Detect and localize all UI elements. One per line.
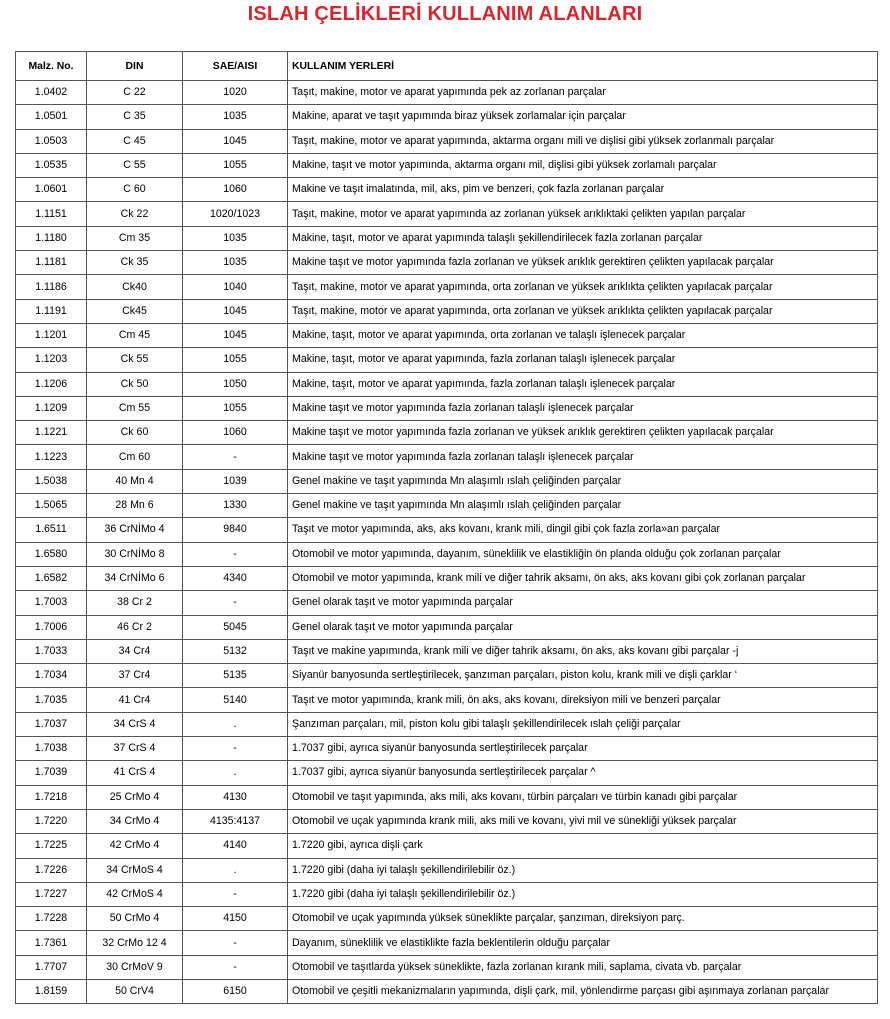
cell-din: 30 CrNİMo 8 bbox=[87, 542, 183, 566]
table-row bbox=[16, 907, 878, 931]
cell-material-no: 1.7707 bbox=[16, 955, 87, 979]
cell-sae-aisi: - bbox=[183, 542, 288, 566]
cell-material-no: 1.7220 bbox=[16, 809, 87, 833]
table-row bbox=[16, 396, 878, 420]
cell-usage-areas: Dayanım, süneklilik ve elastiklikte fazla beklentilerin olduğu parçalar bbox=[288, 931, 878, 955]
cell-material-no: 1.7225 bbox=[16, 834, 87, 858]
cell-usage-areas: Otomobil ve taşıtlarda yüksek süneklikte, fazla zorlanan kırank mili, saplama, civata vb. parçalar bbox=[288, 955, 878, 979]
cell-sae-aisi: 1035 bbox=[183, 251, 288, 275]
cell-sae-aisi: 1020/1023 bbox=[183, 202, 288, 226]
cell-material-no: 1.7038 bbox=[16, 737, 87, 761]
cell-usage-areas: 1.7220 gibi, ayrıca dişli çark bbox=[288, 834, 878, 858]
table-row bbox=[16, 153, 878, 177]
cell-usage-areas: Makine ve taşıt imalatında, mil, aks, pim ve benzeri, çok fazla zorlanan parçalar bbox=[288, 178, 878, 202]
table-row bbox=[16, 615, 878, 639]
page-title: ISLAH ÇELİKLERİ KULLANIM ALANLARI bbox=[247, 3, 643, 25]
cell-usage-areas: Taşıt, makine, motor ve aparat yapımında, orta zorlanan ve yüksek arıklıkta çelikten yapılacak parçalar bbox=[288, 299, 878, 323]
cell-din: 34 CrMo 4 bbox=[87, 809, 183, 833]
cell-sae-aisi: 1040 bbox=[183, 275, 288, 299]
cell-usage-areas: Makine taşıt ve motor yapımında fazla zorlanan talaşlı işlenecek parçalar bbox=[288, 445, 878, 469]
table-row bbox=[16, 348, 878, 372]
cell-din: 50 CrMo 4 bbox=[87, 907, 183, 931]
cell-material-no: 1.1206 bbox=[16, 372, 87, 396]
header-usage-areas: KULLANIM YERLERİ bbox=[288, 52, 878, 81]
cell-usage-areas: Taşıt, makine, motor ve aparat yapımında pek az zorlanan parçalar bbox=[288, 81, 878, 105]
header-material-no: Malz. No. bbox=[16, 52, 87, 81]
table-row bbox=[16, 421, 878, 445]
table-row bbox=[16, 251, 878, 275]
cell-material-no: 1.0501 bbox=[16, 105, 87, 129]
cell-sae-aisi: . bbox=[183, 761, 288, 785]
cell-sae-aisi: . bbox=[183, 712, 288, 736]
cell-sae-aisi: 6150 bbox=[183, 979, 288, 1003]
cell-material-no: 1.1180 bbox=[16, 226, 87, 250]
cell-usage-areas: Makine, taşıt, motor ve aparat yapımında, fazla zorlanan talaşlı işlenecek parçalar bbox=[288, 348, 878, 372]
table-row bbox=[16, 639, 878, 663]
cell-din: 34 CrS 4 bbox=[87, 712, 183, 736]
cell-sae-aisi: - bbox=[183, 931, 288, 955]
cell-usage-areas: Otomobil ve uçak yapımında yüksek süneklikte parçalar, şanzıman, direksiyon parç. bbox=[288, 907, 878, 931]
cell-din: C 22 bbox=[87, 81, 183, 105]
cell-din: 40 Mn 4 bbox=[87, 469, 183, 493]
cell-usage-areas: 1.7220 gibi (daha iyi talaşlı şekillendirilebilir öz.) bbox=[288, 882, 878, 906]
cell-usage-areas: Taşıt, makine, motor ve aparat yapımında, aktarma organı mili ve dişlisi gibi yüksek zorlanmalı parçalar bbox=[288, 129, 878, 153]
cell-usage-areas: Şanzıman parçaları, mil, piston kolu gibi talaşlı şekillendirilecek ıslah çeliği parçalar bbox=[288, 712, 878, 736]
cell-din: 37 CrS 4 bbox=[87, 737, 183, 761]
cell-material-no: 1.5038 bbox=[16, 469, 87, 493]
cell-sae-aisi: 5140 bbox=[183, 688, 288, 712]
header-sae-aisi: SAE/AISI bbox=[183, 52, 288, 81]
cell-sae-aisi: 4150 bbox=[183, 907, 288, 931]
cell-material-no: 1.1186 bbox=[16, 275, 87, 299]
cell-din: 32 CrMo 12 4 bbox=[87, 931, 183, 955]
cell-sae-aisi: 1045 bbox=[183, 129, 288, 153]
cell-material-no: 1.7003 bbox=[16, 591, 87, 615]
cell-material-no: 1.7227 bbox=[16, 882, 87, 906]
cell-usage-areas: 1.7037 gibi, ayrıca siyanür banyosunda sertleştirilecek parçalar bbox=[288, 737, 878, 761]
cell-din: Cm 35 bbox=[87, 226, 183, 250]
cell-material-no: 1.1203 bbox=[16, 348, 87, 372]
cell-sae-aisi: 5045 bbox=[183, 615, 288, 639]
cell-material-no: 1.7218 bbox=[16, 785, 87, 809]
cell-material-no: 1.1223 bbox=[16, 445, 87, 469]
cell-sae-aisi: 4340 bbox=[183, 566, 288, 590]
cell-sae-aisi: 1035 bbox=[183, 226, 288, 250]
table-row bbox=[16, 931, 878, 955]
cell-din: 34 CrNİMo 6 bbox=[87, 566, 183, 590]
cell-din: 37 Cr4 bbox=[87, 664, 183, 688]
cell-sae-aisi: 1060 bbox=[183, 421, 288, 445]
table-row bbox=[16, 372, 878, 396]
cell-sae-aisi: 1060 bbox=[183, 178, 288, 202]
cell-material-no: 1.7226 bbox=[16, 858, 87, 882]
cell-usage-areas: Taşıt, makine, motor ve aparat yapımında, orta zorlanan ve yüksek arıklıkta çelikten yapılacak parçalar bbox=[288, 275, 878, 299]
cell-usage-areas: Makine taşıt ve motor yapımında fazla zorlanan ve yüksek arıklık gerektiren çelikten yapılacak parçalar bbox=[288, 251, 878, 275]
cell-material-no: 1.1191 bbox=[16, 299, 87, 323]
cell-material-no: 1.7228 bbox=[16, 907, 87, 931]
cell-din: Cm 45 bbox=[87, 323, 183, 347]
cell-usage-areas: Otomobil ve taşıt yapımında, aks mili, aks kovanı, türbin parçaları ve türbin kanadı gibi parçalar bbox=[288, 785, 878, 809]
table-row bbox=[16, 81, 878, 105]
cell-usage-areas: Genel olarak taşıt ve motor yapımında parçalar bbox=[288, 591, 878, 615]
cell-din: 42 CrMo 4 bbox=[87, 834, 183, 858]
cell-sae-aisi: - bbox=[183, 591, 288, 615]
table-row bbox=[16, 299, 878, 323]
cell-sae-aisi: . bbox=[183, 858, 288, 882]
cell-material-no: 1.0535 bbox=[16, 153, 87, 177]
cell-sae-aisi: 4135:4137 bbox=[183, 809, 288, 833]
cell-material-no: 1.1151 bbox=[16, 202, 87, 226]
cell-usage-areas: Otomobil ve motor yapımında, krank mili ve diğer tahrik aksamı, ön aks, aks kovanı gibi çok zorlanan parçalar bbox=[288, 566, 878, 590]
cell-material-no: 1.0503 bbox=[16, 129, 87, 153]
cell-sae-aisi: 1045 bbox=[183, 299, 288, 323]
cell-material-no: 1.7035 bbox=[16, 688, 87, 712]
table-row bbox=[16, 178, 878, 202]
cell-material-no: 1.7034 bbox=[16, 664, 87, 688]
table-row bbox=[16, 761, 878, 785]
cell-din: 50 CrV4 bbox=[87, 979, 183, 1003]
cell-usage-areas: Makine, aparat ve taşıt yapımında biraz yüksek zorlamalar için parçalar bbox=[288, 105, 878, 129]
table-row bbox=[16, 323, 878, 347]
cell-usage-areas: Otomobil ve motor yapımında, dayanım, süneklilik ve elastikliğin ön planda olduğu çok zorlanan parçalar bbox=[288, 542, 878, 566]
table-header-row bbox=[16, 52, 878, 81]
cell-sae-aisi: - bbox=[183, 445, 288, 469]
cell-sae-aisi: 1055 bbox=[183, 348, 288, 372]
cell-din: 34 CrMoS 4 bbox=[87, 858, 183, 882]
cell-material-no: 1.7006 bbox=[16, 615, 87, 639]
cell-usage-areas: Otomobil ve çeşitli mekanizmaların yapımında, dişli çark, mil, yönlendirme parçası gibi aşınmaya zorlanan parçalar bbox=[288, 979, 878, 1003]
cell-sae-aisi: 1330 bbox=[183, 494, 288, 518]
cell-din: 42 CrMoS 4 bbox=[87, 882, 183, 906]
cell-din: 41 CrS 4 bbox=[87, 761, 183, 785]
cell-din: 28 Mn 6 bbox=[87, 494, 183, 518]
cell-din: C 60 bbox=[87, 178, 183, 202]
table-row bbox=[16, 494, 878, 518]
table-row bbox=[16, 275, 878, 299]
cell-usage-areas: Otomobil ve uçak yapımında krank mili, aks mili ve kovanı, yivi mil ve sünekliği yüksek parçalar bbox=[288, 809, 878, 833]
table-row bbox=[16, 591, 878, 615]
table-row bbox=[16, 882, 878, 906]
table-row bbox=[16, 445, 878, 469]
cell-din: Ck 60 bbox=[87, 421, 183, 445]
cell-din: 25 CrMo 4 bbox=[87, 785, 183, 809]
table-row bbox=[16, 688, 878, 712]
table-row bbox=[16, 737, 878, 761]
cell-din: Ck45 bbox=[87, 299, 183, 323]
table-row bbox=[16, 834, 878, 858]
cell-usage-areas: Makine, taşıt, motor ve aparat yapımında, orta zorlanan ve talaşlı işlenecek parçalar bbox=[288, 323, 878, 347]
cell-sae-aisi: - bbox=[183, 882, 288, 906]
cell-din: 38 Cr 2 bbox=[87, 591, 183, 615]
cell-sae-aisi: 5135 bbox=[183, 664, 288, 688]
cell-sae-aisi: 1055 bbox=[183, 396, 288, 420]
table-body bbox=[16, 81, 878, 1004]
cell-material-no: 1.1181 bbox=[16, 251, 87, 275]
cell-sae-aisi: 9840 bbox=[183, 518, 288, 542]
table-row bbox=[16, 809, 878, 833]
table-row bbox=[16, 785, 878, 809]
cell-material-no: 1.1209 bbox=[16, 396, 87, 420]
table-row bbox=[16, 979, 878, 1003]
table-row bbox=[16, 712, 878, 736]
cell-din: Ck 22 bbox=[87, 202, 183, 226]
cell-usage-areas: Genel makine ve taşıt yapımında Mn alaşımlı ıslah çeliğinden parçalar bbox=[288, 469, 878, 493]
cell-din: Cm 60 bbox=[87, 445, 183, 469]
cell-sae-aisi: 1039 bbox=[183, 469, 288, 493]
cell-usage-areas: Siyanür banyosunda sertleştirilecek, şanzıman parçaları, piston kolu, krank mili ve dişli çarklar ‘ bbox=[288, 664, 878, 688]
table-row bbox=[16, 518, 878, 542]
cell-usage-areas: Taşıt ve motor yapımında, aks, aks kovanı, krank mili, dingil gibi çok fazla zorla»an parçalar bbox=[288, 518, 878, 542]
cell-usage-areas: Makine, taşıt, motor ve aparat yapımında, fazla zorlanan talaşlı işlenecek parçalar bbox=[288, 372, 878, 396]
table-row bbox=[16, 955, 878, 979]
cell-din: C 35 bbox=[87, 105, 183, 129]
cell-usage-areas: Taşıt ve makine yapımında, krank mili ve diğer tahrik aksamı, ön aks, aks kovanı gibi parçalar -j bbox=[288, 639, 878, 663]
table-row bbox=[16, 105, 878, 129]
cell-din: Ck40 bbox=[87, 275, 183, 299]
cell-material-no: 1.7037 bbox=[16, 712, 87, 736]
cell-din: Cm 55 bbox=[87, 396, 183, 420]
cell-usage-areas: Taşıt ve motor yapımında, krank mili, ön aks, aks kovanı, direksiyon mili ve benzeri parçalar bbox=[288, 688, 878, 712]
cell-sae-aisi: 1035 bbox=[183, 105, 288, 129]
cell-material-no: 1.1221 bbox=[16, 421, 87, 445]
cell-din: 34 Cr4 bbox=[87, 639, 183, 663]
cell-usage-areas: Genel olarak taşıt ve motor yapımında parçalar bbox=[288, 615, 878, 639]
cell-sae-aisi: 5132 bbox=[183, 639, 288, 663]
cell-material-no: 1.7039 bbox=[16, 761, 87, 785]
cell-usage-areas: Taşıt, makine, motor ve aparat yapımında az zorlanan yüksek arıklıktaki çelikten yapılan parçalar bbox=[288, 202, 878, 226]
cell-din: C 55 bbox=[87, 153, 183, 177]
cell-sae-aisi: 1045 bbox=[183, 323, 288, 347]
cell-usage-areas: Makine, taşıt, motor ve aparat yapımında talaşlı şekillendirilecek fazla zorlanan parçalar bbox=[288, 226, 878, 250]
cell-material-no: 1.1201 bbox=[16, 323, 87, 347]
cell-din: Ck 50 bbox=[87, 372, 183, 396]
cell-sae-aisi: - bbox=[183, 737, 288, 761]
cell-material-no: 1.8159 bbox=[16, 979, 87, 1003]
table-row bbox=[16, 129, 878, 153]
table-row bbox=[16, 469, 878, 493]
cell-usage-areas: Makine, taşıt ve motor yapımında, aktarma organı mil, dişlisi gibi yüksek zorlamalı parçalar bbox=[288, 153, 878, 177]
cell-material-no: 1.7033 bbox=[16, 639, 87, 663]
cell-din: Ck 55 bbox=[87, 348, 183, 372]
cell-usage-areas: 1.7037 gibi, ayrıca siyanür banyosunda sertleştirilecek parçalar ^ bbox=[288, 761, 878, 785]
cell-material-no: 1.5065 bbox=[16, 494, 87, 518]
cell-din: 46 Cr 2 bbox=[87, 615, 183, 639]
cell-din: 36 CrNİMo 4 bbox=[87, 518, 183, 542]
header-din: DIN bbox=[87, 52, 183, 81]
cell-material-no: 1.6582 bbox=[16, 566, 87, 590]
cell-din: Ck 35 bbox=[87, 251, 183, 275]
cell-din: 41 Cr4 bbox=[87, 688, 183, 712]
cell-material-no: 1.7361 bbox=[16, 931, 87, 955]
cell-sae-aisi: - bbox=[183, 955, 288, 979]
cell-usage-areas: 1.7220 gibi (daha iyi talaşlı şekillendirilebilir öz.) bbox=[288, 858, 878, 882]
table-row bbox=[16, 858, 878, 882]
cell-sae-aisi: 1020 bbox=[183, 81, 288, 105]
cell-material-no: 1.6511 bbox=[16, 518, 87, 542]
cell-din: C 45 bbox=[87, 129, 183, 153]
cell-material-no: 1.6580 bbox=[16, 542, 87, 566]
cell-usage-areas: Genel makine ve taşıt yapımında Mn alaşımlı ıslah çeliğinden parçalar bbox=[288, 494, 878, 518]
cell-material-no: 1.0601 bbox=[16, 178, 87, 202]
cell-sae-aisi: 1055 bbox=[183, 153, 288, 177]
cell-din: 30 CrMoV 9 bbox=[87, 955, 183, 979]
cell-usage-areas: Makine taşıt ve motor yapımında fazla zorlanan ve yüksek arıklık gerektiren çelikten yapılacak parçalar bbox=[288, 421, 878, 445]
cell-sae-aisi: 1050 bbox=[183, 372, 288, 396]
steel-usage-table bbox=[15, 51, 878, 1004]
cell-sae-aisi: 4140 bbox=[183, 834, 288, 858]
cell-material-no: 1.0402 bbox=[16, 81, 87, 105]
table-row bbox=[16, 664, 878, 688]
table-row bbox=[16, 542, 878, 566]
table-row bbox=[16, 202, 878, 226]
cell-sae-aisi: 4130 bbox=[183, 785, 288, 809]
table-row bbox=[16, 226, 878, 250]
cell-usage-areas: Makine taşıt ve motor yapımında fazla zorlanan talaşlı işlenecek parçalar bbox=[288, 396, 878, 420]
table-row bbox=[16, 566, 878, 590]
